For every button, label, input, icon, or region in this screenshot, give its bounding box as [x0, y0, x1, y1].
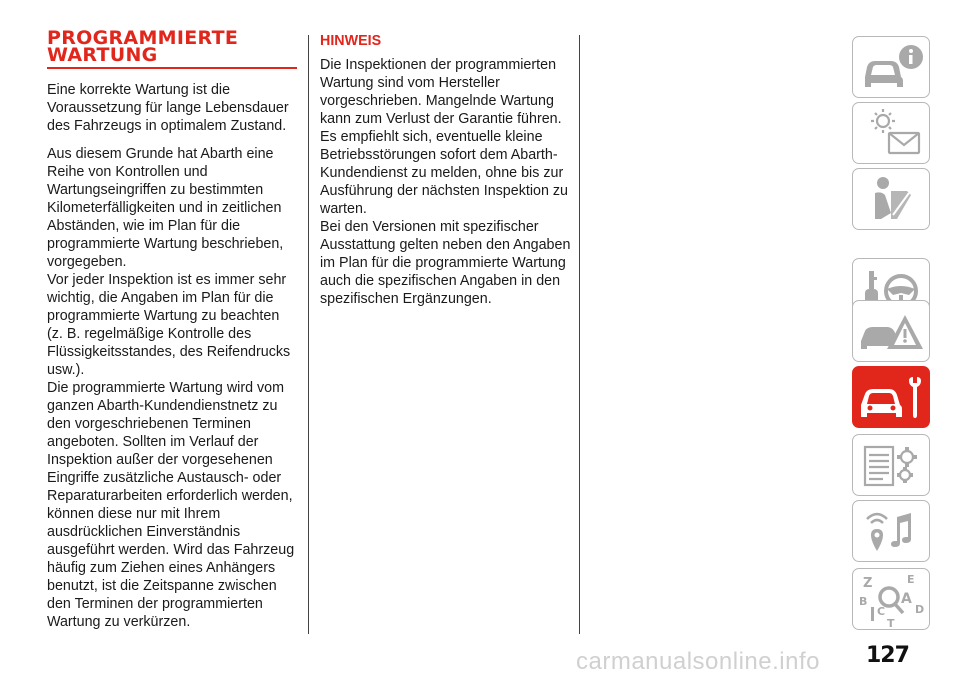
title-underline	[47, 67, 297, 69]
multimedia-music-icon	[853, 501, 931, 563]
car-wrench-icon	[853, 367, 931, 429]
tab-multimedia[interactable]	[852, 500, 930, 562]
note-heading: HINWEIS	[320, 33, 382, 49]
index-letter-t: T	[887, 617, 895, 630]
main-column	[47, 27, 299, 631]
section-title-line2: WARTUNG	[47, 44, 158, 66]
index-letter-b: B	[859, 595, 868, 608]
index-letter-e: E	[907, 573, 915, 586]
specs-gears-icon	[853, 435, 931, 497]
paragraph-intro: Eine korrekte Wartung ist die Voraussetzung für lange Lebensdauer des Fahrzeugs in optimalem Zustand.	[47, 82, 289, 134]
index-letter-z: Z	[863, 576, 873, 591]
page-number: 127	[866, 643, 909, 668]
car-info-icon	[853, 37, 931, 99]
note-column	[320, 32, 572, 308]
alphabetical-index-icon	[853, 569, 931, 631]
tab-index[interactable]	[852, 568, 930, 630]
tab-technical-data[interactable]	[852, 434, 930, 496]
paragraph-before-inspection: Vor jeder Inspektion ist es immer sehr wichtig, die Angaben im Plan für die programmierte Wartung zu beachten (z. B. regelmäßige Kontrolle des Flüssigkeitsstandes, des Reifendrucks usw.).	[47, 272, 291, 378]
tab-maintenance[interactable]	[852, 366, 930, 428]
column-divider-right	[579, 35, 580, 634]
section-title	[47, 27, 299, 66]
note-paragraph2: Bei den Versionen mit spezifischer Ausstattung gelten neben den Angaben im Plan für die programmierte Wartung auch die spezifischen Angaben in den spezifischen Ergänzungen.	[320, 219, 571, 307]
tab-emergency[interactable]	[852, 300, 930, 362]
index-letter-c: C	[877, 605, 886, 618]
tab-warning-lights[interactable]	[852, 102, 930, 164]
warning-lights-message-icon	[853, 103, 931, 165]
paragraph-service-network: Die programmierte Wartung wird vom ganzen Abarth-Kundendienstnetz zu den vorgeschriebenen Terminen angeboten. Sollten im Verlauf der Inspektion außer der vorgesehenen Eingriffe zusätzliche Austausch- oder Reparaturarbeiten erforderlich werden, können diese nur mit Ihrem ausdrücklichen Einverständnis ausgeführt werden. Wird das Fahrzeug häufig zum Ziehen eines Anhängers benutzt, ist die Zeitspanne zwischen den Terminen der programmierten Wartung zu verkürzen.	[47, 380, 295, 630]
car-breakdown-warning-icon	[853, 301, 931, 363]
seat-airbag-icon	[853, 169, 931, 231]
column-divider-left	[308, 35, 309, 634]
tab-car-info[interactable]	[852, 36, 930, 98]
paragraph-abarth-checks: Aus diesem Grunde hat Abarth eine Reihe von Kontrollen und Wartungseingriffen zu bestimmten Kilometerfälligkeiten und in zeitlichen Abständen, wie im Plan für die programmierte Wartung beschrieben, vorgegeben.	[47, 146, 284, 270]
index-letter-a: A	[901, 591, 912, 607]
tab-safety[interactable]	[852, 168, 930, 230]
section-title-line1: PROGRAMMIERTE	[47, 27, 239, 49]
index-letter-d: D	[915, 603, 925, 616]
note-paragraph1: Die Inspektionen der programmierten Wartung sind vom Hersteller vorgeschrieben. Mangelnde Wartung kann zum Verlust der Garantie führen. Es empfiehlt sich, eventuelle kleine Betriebsstörungen sofort dem Abarth-Kundendienst zu melden, ohne bis zur Ausführung der nächsten Inspektion zu warten.	[320, 57, 568, 217]
watermark: carmanualsonline.info	[576, 648, 820, 675]
